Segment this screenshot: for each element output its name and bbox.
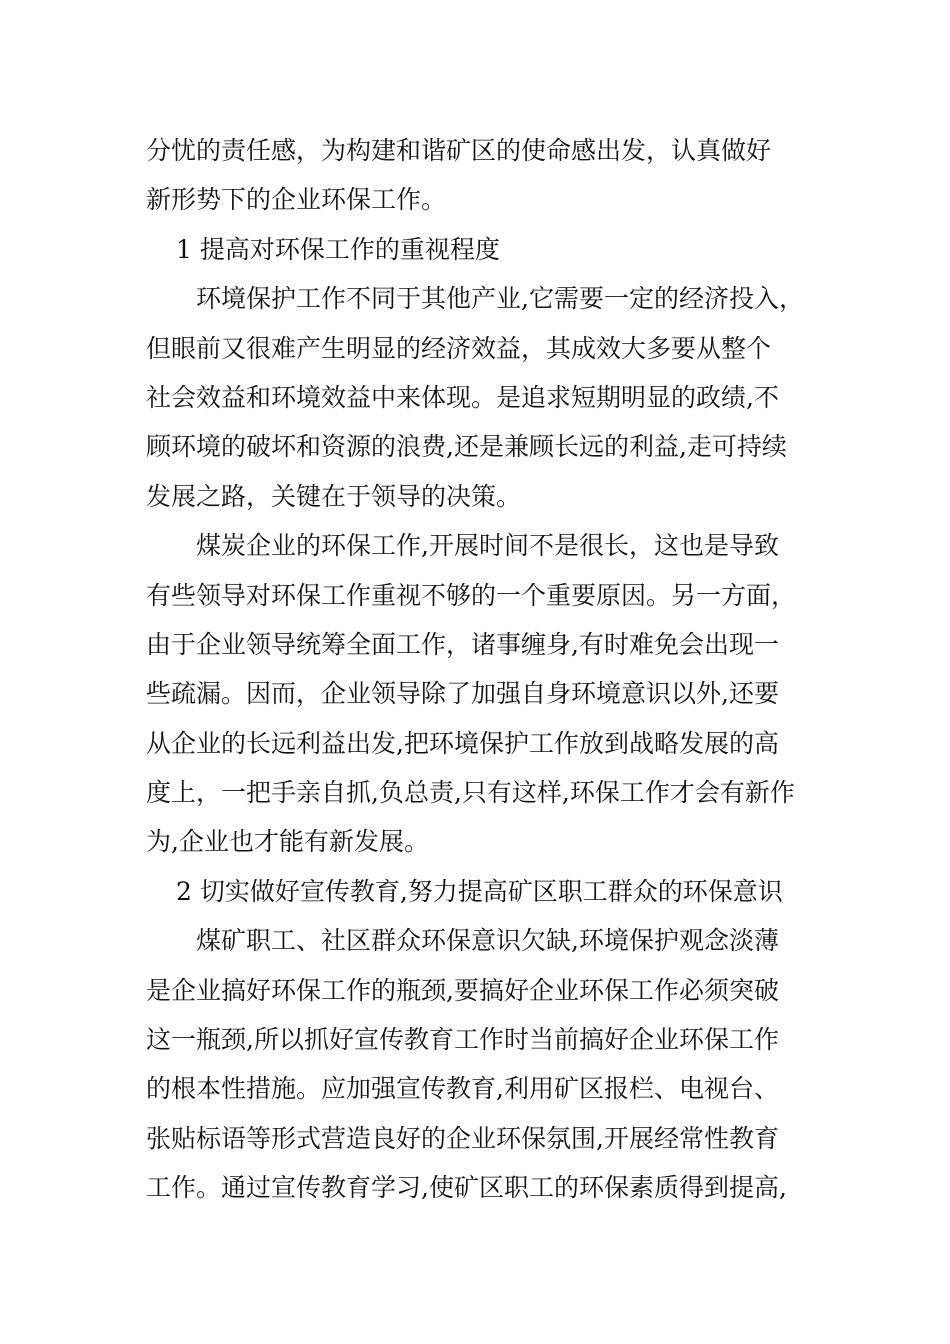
text-line: 由于企业领导统筹全面工作，诸事缠身,有时难免会出现一 bbox=[146, 629, 779, 659]
paragraph-start: 煤炭企业的环保工作,开展时间不是很长，这也是导致 bbox=[196, 531, 779, 561]
text-line: 社会效益和环境效益中来体现。是追求短期明显的政绩,不 bbox=[146, 382, 779, 412]
text-line: 的根本性措施。应加强宣传教育,利用矿区报栏、电视台、 bbox=[146, 1074, 779, 1104]
text-line: 顾环境的破坏和资源的浪费,还是兼顾长远的利益,走可持续 bbox=[146, 432, 787, 462]
text-line: 度上，一把手亲自抓,负总责,只有这样,环保工作才会有新作 bbox=[146, 778, 795, 808]
text-line: 张贴标语等形式营造良好的企业环保氛围,开展经常性教育 bbox=[146, 1123, 779, 1153]
text-line: 工作。通过宣传教育学习,使矿区职工的环保素质得到提高, bbox=[146, 1173, 787, 1203]
section-heading-2: 2 切实做好宣传教育,努力提高矿区职工群众的环保意识 bbox=[176, 876, 783, 906]
text-line: 是企业搞好环保工作的瓶颈,要搞好企业环保工作必须突破 bbox=[146, 975, 779, 1005]
text-line: 新形势下的企业环保工作。 bbox=[146, 185, 447, 215]
text-line: 分忧的责任感，为构建和谐矿区的使命感出发，认真做好 bbox=[146, 136, 772, 165]
text-line: 些疏漏。因而，企业领导除了加强自身环境意识以外,还要 bbox=[146, 679, 779, 709]
paragraph-start: 环境保护工作不同于其他产业,它需要一定的经济投入， bbox=[196, 284, 804, 314]
text-line: 这一瓶颈,所以抓好宣传教育工作时当前搞好企业环保工作 bbox=[146, 1025, 779, 1055]
text-line: 为,企业也才能有新发展。 bbox=[146, 827, 429, 857]
text-line: 发展之路，关键在于领导的决策。 bbox=[146, 481, 522, 511]
text-line: 有些领导对环保工作重视不够的一个重要原因。另一方面， bbox=[146, 580, 797, 610]
text-line: 从企业的长远利益出发,把环境保护工作放到战略发展的高 bbox=[146, 728, 779, 758]
document-body bbox=[146, 126, 806, 1213]
paragraph-start: 煤矿职工、社区群众环保意识欠缺,环境保护观念淡薄 bbox=[196, 926, 779, 956]
text-line: 但眼前又很难产生明显的经济效益，其成效大多要从整个 bbox=[146, 333, 772, 363]
section-heading-1: 1 提高对环保工作的重视程度 bbox=[176, 234, 500, 264]
